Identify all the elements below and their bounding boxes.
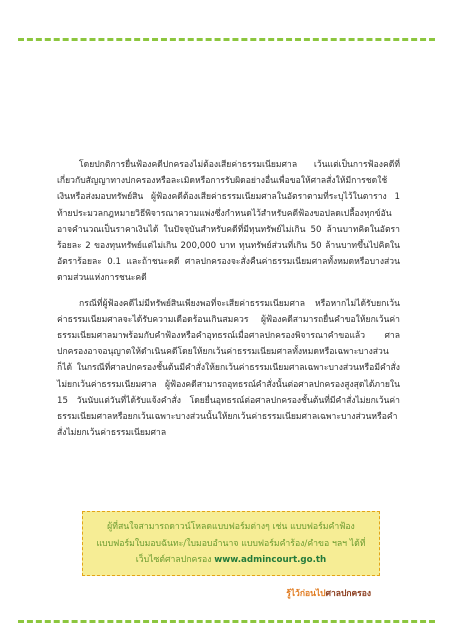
website-link[interactable]: www.admincourt.go.th [214,555,327,565]
top-dashed-divider [18,38,435,41]
bottom-dashed-divider [18,620,435,623]
note-line: ผู้ที่สนใจสามารถดาวน์โหลดแบบฟอร์มต่างๆ เช่น แบบฟอร์มคำฟ้อง [107,522,355,532]
note-line [91,552,371,569]
page-footer [286,586,371,600]
footer-suffix: ศาลปกครอง [325,589,371,599]
note-line: แบบฟอร์มใบมอบฉันทะ/ใบมอบอำนาจ แบบฟอร์มคำร้อง/คำขอ ฯลฯ ได้ที่ [96,538,366,549]
footer-prefix: รู้ไว้ก่อนไป [286,589,326,599]
note-website-label: เว็บไซต์ศาลปกครอง [135,555,212,565]
paragraph-text: กรณีที่ผู้ฟ้องคดีไม่มีทรัพย์สินเพียงพอที่จะเสียค่าธรรมเนียมศาล หรือหากไม่ได้รับยกเว้นค่าธรรมเนียมศาลจะได้รับความเดือดร้อนเกินสมควร ผู้ฟ้องคดีสามารถยื่นคำขอให้ยกเว้นค่าธรรมเนียมศาลมาพร้อมกับคำฟ้องหรือคำอุทธรณ์เมื่อศาลปกครองพิจารณาคำขอแล้ว ศาลปกครองอาจอนุญาตให้ดำเนินคดีโดยให้ยกเว้นค่าธรรมเนียมศาลทั้งหมดหรือเฉพาะบางส่วนก็ได้ ในกรณีที่ศาลปกครองชั้นต้นมีคำสั่งให้ยกเว้นค่าธรรมเนียมศาลเฉพาะบางส่วนหรือมีคำสั่งไม่ยกเว้นค่าธรรมเนียมศาล ผู้ฟ้องคดีสามารถอุทธรณ์คำสั่งนั้นต่อศาลปกครองสูงสุดได้ภายใน 15 วันนับแต่วันที่ได้รับแจ้งคำสั่ง โดยยื่นอุทธรณ์ต่อศาลปกครองชั้นต้นที่มีคำสั่งไม่ยกเว้นค่าธรรมเนียมศาลหรือยกเว้นเฉพาะบางส่วนนั้นให้ยกเว้นค่าธรรมเนียมศาลเฉพาะบางส่วนหรือคำสั่งไม่ยกเว้นค่าธรรมเนียมศาล [57,298,400,439]
paragraph [57,157,400,287]
paragraph-text: โดยปกติการยื่นฟ้องคดีปกครองไม่ต้องเสียค่าธรรมเนียมศาล เว้นแต่เป็นการฟ้องคดีที่เกี่ยวกับสัญญาทางปกครองหรือละเมิดหรือการรับผิดอย่างอื่นเพื่อขอให้ศาลสั่งให้มีการชดใช้เงินหรือส่งมอบทรัพย์สิน ผู้ฟ้องคดีต้องเสียค่าธรรมเนียมศาลในอัตราตามที่ระบุไว้ในตาราง 1 ท้ายประมวลกฎหมายวิธีพิจารณาความแพ่งซึ่งกำหนดไว้สำหรับคดีฟ้องขอปลดเปลื้องทุกข์อันอาจคำนวณเป็นราคาเงินได้ ในปัจจุบันสำหรับคดีที่มีทุนทรัพย์ไม่เกิน 50 ล้านบาทคิดในอัตราร้อยละ 2 ของทุนทรัพย์แต่ไม่เกิน 200,000 บาท ทุนทรัพย์ส่วนที่เกิน 50 ล้านบาทขึ้นไปคิดในอัตราร้อยละ 0.1 และถ้าชนะคดี ศาลปกครองจะสั่งคืนค่าธรรมเนียมศาลทั้งหมดหรือบางส่วนตามส่วนแห่งการชนะคดี [57,160,400,284]
download-note-box [82,511,380,576]
body-text [57,157,400,450]
paragraph [57,296,400,442]
